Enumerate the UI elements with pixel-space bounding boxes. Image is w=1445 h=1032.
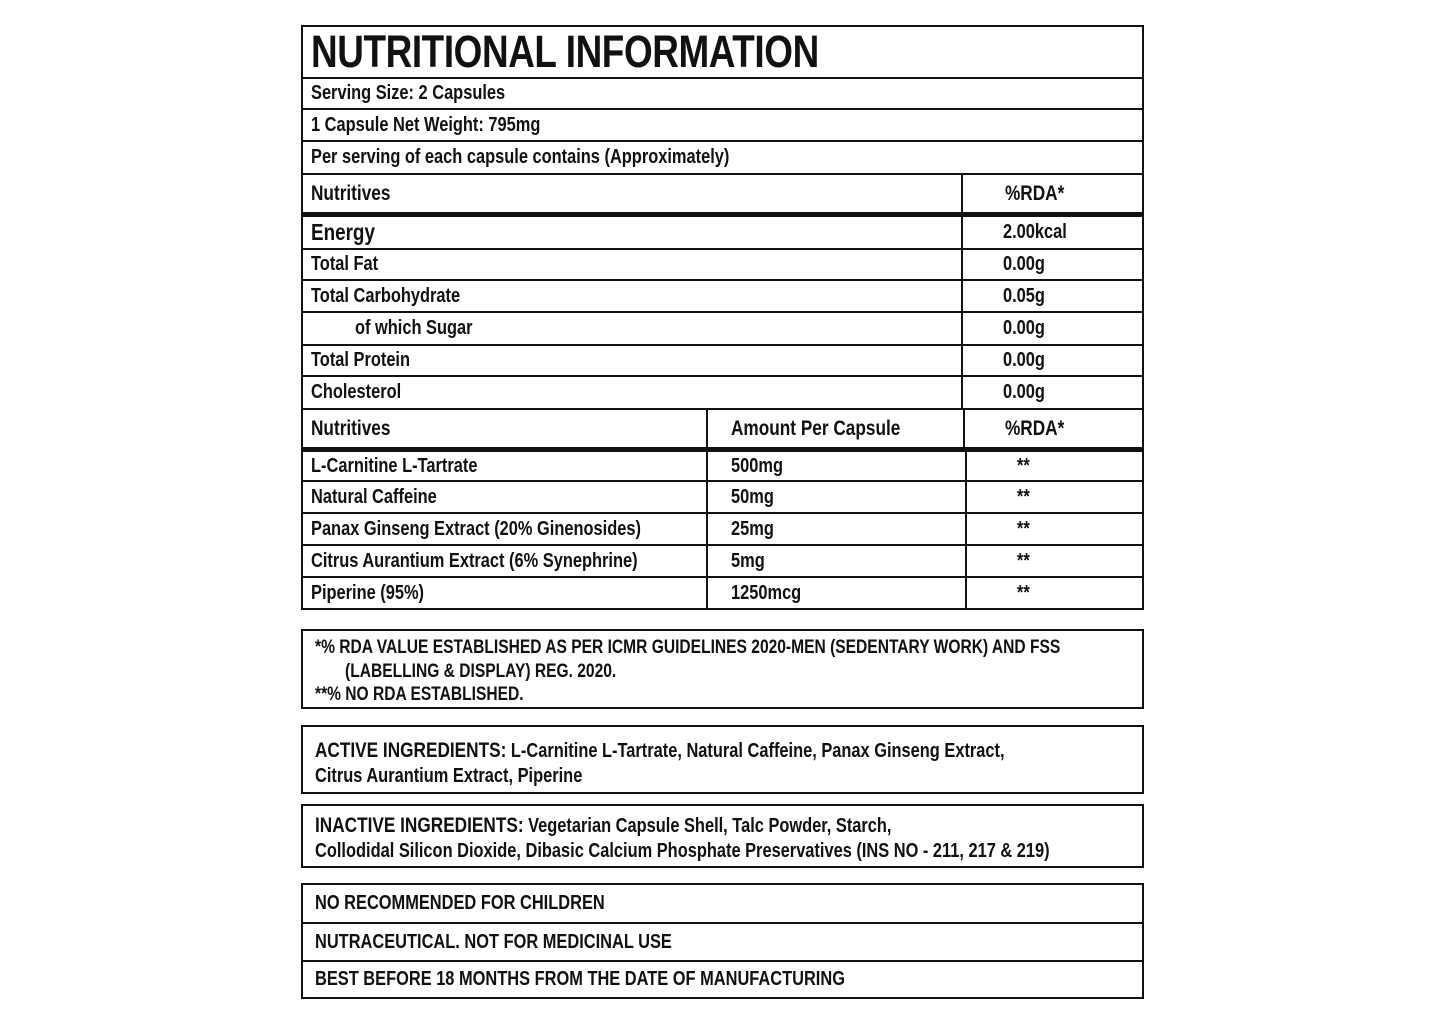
rda-note-line1: *% RDA VALUE ESTABLISHED AS PER ICMR GUIDELINES 2020-MEN (SEDENTARY WORK) AND FSS xyxy=(315,637,1061,658)
nutrient-value: 0.00g xyxy=(1003,317,1045,339)
rda-note-line2: (LABELLING & DISPLAY) REG. 2020. xyxy=(345,661,617,682)
ingredient-name: Citrus Aurantium Extract (6% Synephrine) xyxy=(311,549,638,572)
warning-row xyxy=(303,962,1142,997)
table-row xyxy=(303,281,1142,313)
serving-size-row xyxy=(303,79,1142,110)
nutrient-value: 0.00g xyxy=(1003,349,1045,371)
ingredient-rda: ** xyxy=(1017,454,1030,477)
inactive-ingredients-line1: Vegetarian Capsule Shell, Talc Powder, Starch, xyxy=(523,815,892,837)
nutrient-name: Energy xyxy=(311,219,375,245)
nutrient-value: 0.00g xyxy=(1003,381,1045,403)
warning-best-before: BEST BEFORE 18 MONTHS FROM THE DATE OF MANUFACTURING xyxy=(315,968,845,990)
ingredient-amount: 1250mcg xyxy=(731,581,802,604)
table-row xyxy=(303,250,1142,281)
rda-note-box xyxy=(301,629,1144,709)
per-serving-row xyxy=(303,142,1142,175)
rda-note-line3: **% NO RDA ESTABLISHED. xyxy=(315,684,524,705)
ingredient-name: L-Carnitine L-Tartrate xyxy=(311,454,478,477)
nutrient-value: 2.00kcal xyxy=(1003,221,1067,243)
ingredient-rda: ** xyxy=(1017,517,1030,540)
net-weight-row xyxy=(303,110,1142,142)
inactive-ingredients-label: INACTIVE INGREDIENTS: xyxy=(315,814,524,837)
ingredient-rda: ** xyxy=(1017,485,1030,508)
table2-header-nutritives: Nutritives xyxy=(311,416,391,440)
warning-row xyxy=(303,885,1142,924)
title-row xyxy=(303,27,1142,79)
warning-nutraceutical: NUTRACEUTICAL. NOT FOR MEDICINAL USE xyxy=(315,930,672,953)
table-row xyxy=(303,482,1142,514)
nutrient-name: Cholesterol xyxy=(311,381,402,403)
nutrient-name: Total Carbohydrate xyxy=(311,284,461,307)
ingredient-amount: 25mg xyxy=(731,517,774,540)
ingredient-amount: 50mg xyxy=(731,485,774,508)
table2-header-amount: Amount Per Capsule xyxy=(731,416,901,440)
table-row xyxy=(303,377,1142,410)
table1-header-rda: %RDA* xyxy=(1005,181,1065,205)
table-row xyxy=(303,514,1142,546)
warning-row xyxy=(303,924,1142,962)
net-weight: 1 Capsule Net Weight: 795mg xyxy=(311,113,541,136)
active-ingredients-line1: L-Carnitine L-Tartrate, Natural Caffeine, Panax Ginseng Extract, xyxy=(506,740,1005,762)
warning-children: NO RECOMMENDED FOR CHILDREN xyxy=(315,892,605,914)
table-row xyxy=(303,346,1142,377)
table-row xyxy=(303,546,1142,578)
per-serving-note: Per serving of each capsule contains (Approximately) xyxy=(311,146,730,168)
table-row xyxy=(303,217,1142,250)
table2-header-row xyxy=(303,410,1142,452)
inactive-ingredients-line2: Collodidal Silicon Dioxide, Dibasic Calcium Phosphate Preservatives (INS NO - 211, 217 & 219) xyxy=(315,840,1050,862)
nutrient-value: 0.00g xyxy=(1003,253,1045,275)
active-ingredients-box xyxy=(301,725,1144,794)
table-row xyxy=(303,578,1142,608)
ingredient-name: Natural Caffeine xyxy=(311,485,437,508)
nutrient-name: Total Fat xyxy=(311,253,379,275)
table1-divider xyxy=(961,175,963,212)
warnings-box xyxy=(301,883,1144,999)
ingredient-amount: 5mg xyxy=(731,549,765,572)
ingredient-name: Piperine (95%) xyxy=(311,581,425,604)
ingredient-rda: ** xyxy=(1017,581,1030,604)
table1-header-row xyxy=(303,175,1142,217)
ingredient-rda: ** xyxy=(1017,549,1030,572)
table1-header-nutritives: Nutritives xyxy=(311,181,391,205)
active-ingredients-line2: Citrus Aurantium Extract, Piperine xyxy=(315,765,583,787)
table2-header-rda: %RDA* xyxy=(1005,416,1065,440)
ingredient-name: Panax Ginseng Extract (20% Ginenosides) xyxy=(311,517,641,540)
inactive-ingredients-box xyxy=(301,804,1144,868)
table-row xyxy=(303,452,1142,482)
nutrient-name: Total Protein xyxy=(311,349,411,371)
page-title: NUTRITIONAL INFORMATION xyxy=(311,26,819,77)
serving-size: Serving Size: 2 Capsules xyxy=(311,82,506,104)
table-row xyxy=(303,313,1142,346)
active-ingredients-label: ACTIVE INGREDIENTS: xyxy=(315,739,507,762)
nutrient-value: 0.05g xyxy=(1003,284,1045,307)
nutrient-name: of which Sugar xyxy=(355,317,473,339)
ingredient-amount: 500mg xyxy=(731,454,783,477)
nutrition-panel xyxy=(301,25,1144,610)
